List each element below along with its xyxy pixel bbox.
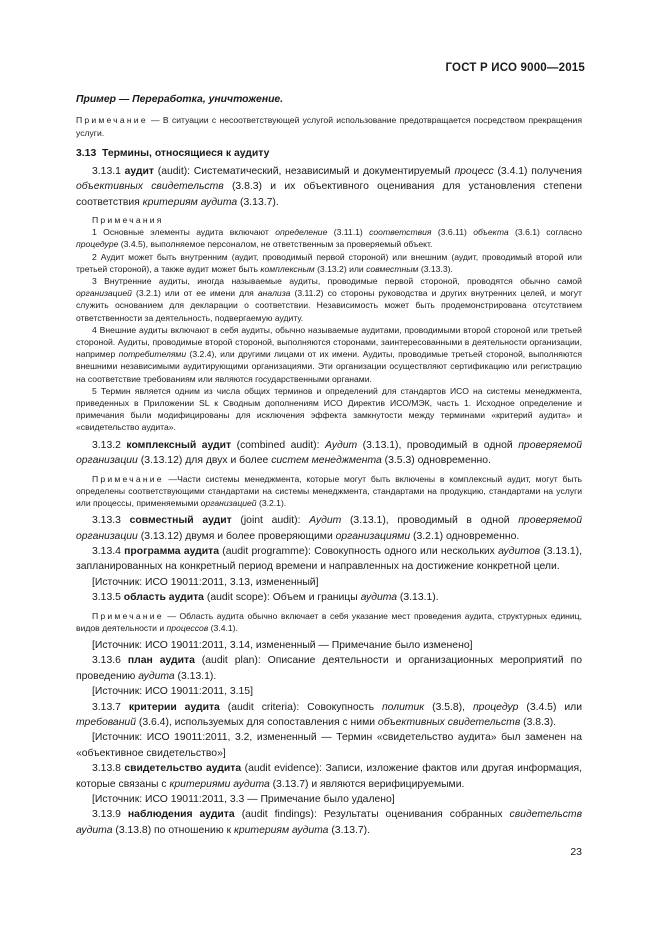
note-3: 3 Внутренние аудиты, иногда называемые аудиты, проводимые первой стороной, проводятся обычно самой организацией (3.2.1) или от ее имени для анализа (3.11.2) со стороны руководства и других внутренних целей, и могут служить основанием для декларации о соответствии. Независимость может быть продемонстрирована отсутствием ответственности за деятельность, подвергаемую аудиту. xyxy=(76,276,582,323)
note-5: 5 Термин является одним из числа общих терминов и определений для стандартов ИСО на системы менеджмента, приведенных в Приложении SL к Сводным дополнениям ИСО Директив ИСО/МЭК, часть 1. Исходное определение и примечания были модифицированы для исключения эффекта замкнутости между терминами «критерий аудита» и «свидетельство аудита». xyxy=(76,385,582,433)
note-3-13-5: Примечание — Область аудита обычно включает в себя указание мест проведения аудита, структурных единиц, видов деятельности и процессов (3.4.1). xyxy=(76,610,582,633)
term-3-13-8: 3.13.8 свидетельство аудита (audit evidence): Записи, изложение фактов или другая информация, которые связаны с критериями аудита (3.13.7) и являются верифицируемыми. xyxy=(76,763,582,790)
term-3-13-3: 3.13.3 совместный аудит (joint audit): Аудит (3.13.1), проводимый в одной проверяемой организации (3.13.12) двумя и более проверяющими организациями (3.2.1) одновременно. xyxy=(76,515,583,542)
source-3-13-7: [Источник: ИСО 19011:2011, 3.2, измененный — Термин «свидетельство аудита» был заменен на «объективное свидетельство»] xyxy=(76,732,582,759)
note-2: 2 Аудит может быть внутренним (аудит, проводимый первой стороной) или внешним (аудит, проводимый второй или третьей стороной), а также аудит может быть комплексным (3.13.2) или совместным (3.13.3). xyxy=(76,251,582,274)
term-3-13-5: 3.13.5 область аудита (audit scope): Объем и границы аудита (3.13.1). xyxy=(92,592,439,604)
term-3-13-6: 3.13.6 план аудита (audit plan): Описание деятельности и организационных мероприятий по проведению аудита (3.13.1). xyxy=(76,655,582,682)
page-header: ГОСТ Р ИСО 9000—2015 xyxy=(445,62,585,74)
term-3-13-7: 3.13.7 критерии аудита (audit criteria): Совокупность политик (3.5.8), процедур (3.4.5) или требований (3.6.4), используемых для сопоставления с ними объективных свидетельств (3.8.3). xyxy=(76,701,583,728)
source-3-13-8: [Источник: ИСО 19011:2011, 3.3 — Примечание было удалено] xyxy=(92,794,395,806)
example-text: Пример — Переработка, уничтожение. xyxy=(76,94,284,105)
page-number: 23 xyxy=(570,846,582,858)
source-3-13-5: [Источник: ИСО 19011:2011, 3.14, измененный — Примечание было изменено] xyxy=(92,639,473,651)
section-heading: 3.13 Термины, относящиеся к аудиту xyxy=(76,147,270,159)
source-3-13-4: [Источник: ИСО 19011:2011, 3.13, измененный] xyxy=(92,576,319,588)
source-3-13-6: [Источник: ИСО 19011:2011, 3.15] xyxy=(92,686,253,698)
term-3-13-4: 3.13.4 программа аудита (audit programme): Совокупность одного или нескольких аудитов (3.13.1), запланированных на конкретный период времени и направленных на достижение конкретной цели. xyxy=(76,545,582,573)
note-3-13-2: Примечание —Части системы менеджмента, которые могут быть включены в комплексный аудит, могут быть определены соответствующими стандартами на системы менеджмента, стандартами на продукцию, стандартами на услуги или процессы, применяемыми организацией (3.2.1). xyxy=(76,473,582,508)
note-service: Примечание — В ситуации с несоответствующей услугой использование предотвращается посредством прекращения услуги. xyxy=(76,115,582,138)
page-content xyxy=(76,92,582,838)
term-3-13-2: 3.13.2 комплексный аудит (combined audit): Аудит (3.13.1), проводимый в одной проверяемой организации (3.13.12) для двух и более систем менеджмента (3.5.3) одновременно. xyxy=(76,439,583,467)
term-3-13-1: 3.13.1 аудит (audit): Систематический, независимый и документируемый процесс (3.4.1) получения объективных свидетельств (3.8.3) и их объективного оценивания для установления степени соответствия критериям аудита (3.13.7). xyxy=(76,165,582,208)
term-3-13-9: 3.13.9 наблюдения аудита (audit findings): Результаты оценивания собранных свидетельств аудита (3.13.8) по отношению к критериям аудита (3.13.7). xyxy=(76,809,583,836)
note-4: 4 Внешние аудиты включают в себя аудиты, обычно называемые аудитами, проводимыми второй стороной или третьей стороной. Аудиты, проводимые второй стороной, выполняются сторонами, заинтересованными в деятельности организации, например потребителями (3.2.4), или другими лицами от их имени. Аудиты, проводимые третьей стороной, выполняются внешними независимыми аудитирующими организациями. Эти организации осуществляют сертификацию или регистрацию на соответствие требованиям или являются государственными органами. xyxy=(76,324,582,384)
note-1: 1 Основные элементы аудита включают определение (3.11.1) соответствия (3.6.11) объекта (3.6.1) согласно процедуре (3.4.5), выполняемое персоналом, не ответственным за проверяемый объект. xyxy=(76,227,582,250)
notes-label: Примечания xyxy=(92,215,164,226)
